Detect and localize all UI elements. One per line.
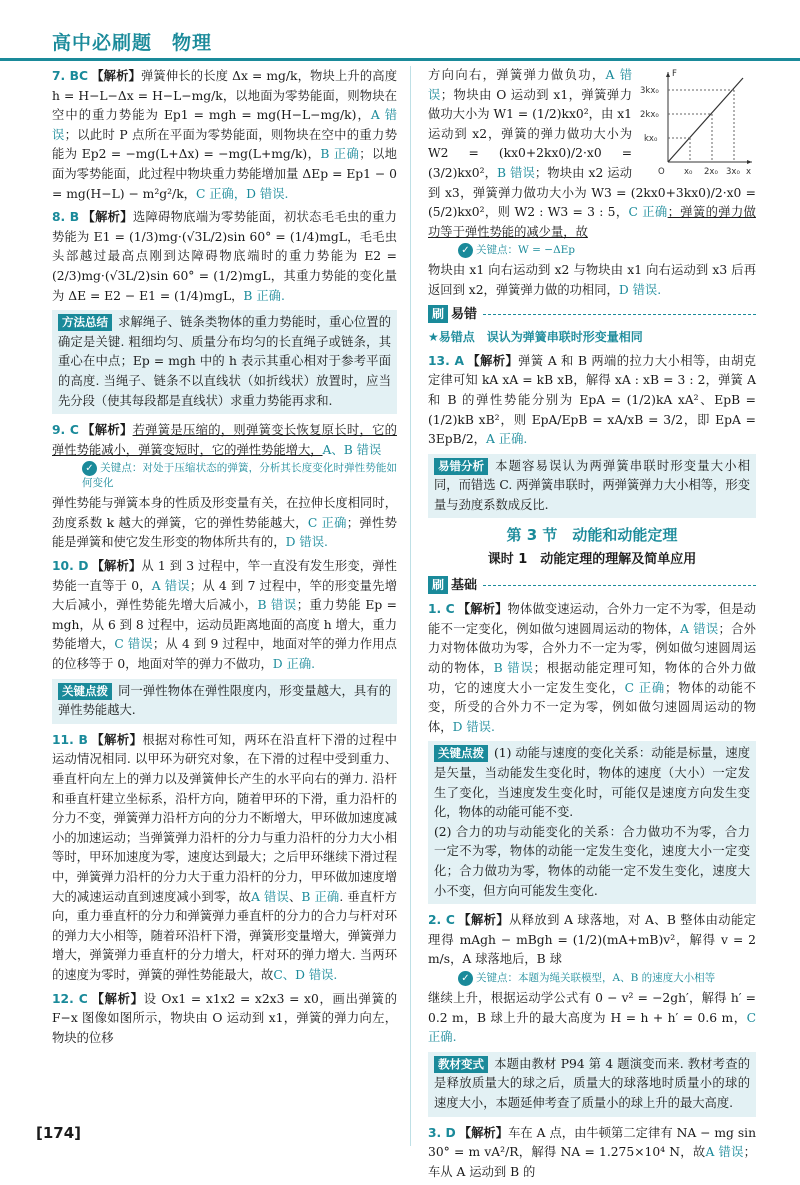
answer-text: 设 Ox1 = x1x2 = x2x3 = x0，画出弹簧的 F−x 图像如图所示，物块由 O 运动到 x1，弹簧的弹力向左，物块的位移 — [52, 991, 397, 1045]
answer-q13 — [428, 351, 756, 450]
tip-label: 教材变式 — [434, 1056, 488, 1073]
answer-text: ；以地面为零势能面，此过程中物块重力势能增加量 ΔEp = Ep1 − 0 = mg(H−L) − m²g²/k， — [52, 147, 397, 201]
header-rule — [0, 58, 800, 61]
answer-text: ；物体的动能不变，所受的合外力不一定为零，例如做匀速圆周运动的物体， — [428, 680, 756, 734]
option-verdict: A 错误 — [705, 1145, 744, 1160]
answer-text: ；根据动能定理可知，物体的合外力做功，它的速度大小一定发生变化， — [428, 661, 756, 695]
key-tip-box — [52, 679, 397, 724]
page-header: 高中必刷题 物理 — [52, 32, 213, 54]
answer-q1 — [428, 599, 756, 737]
analysis-tag: 【解析】 — [90, 990, 144, 1006]
answer-text: . 垂直杆方向，重力垂直杆的分力和弹簧弹力垂直杆的分力的合力与杆对环的弹力大小相等，随着环沿杆下滑，弹簧形变量增大，弹簧弹力增大，弹簧弹力垂直杆的分力增大，杆对环的弹力增大. 当两环的速度为零时，弹簧的弹性势能最大，故 — [52, 889, 397, 982]
y-axis-arrow — [666, 72, 670, 77]
keypoint-icon: ✓ — [458, 971, 473, 986]
answer-text: ；从 4 到 7 过程中，竿的形变量先增大后减小，弹性势能先增大后减小， — [52, 578, 397, 613]
option-verdict: D 错误. — [618, 282, 662, 297]
mistake-analysis-box — [428, 454, 756, 519]
question-number: 8. B — [52, 210, 80, 225]
tip-text: 同一弹性物体在弹性限度内，形变量越大，具有的弹性势能越大. — [58, 683, 391, 718]
keypoint-note — [458, 243, 756, 258]
question-number: 13. A — [428, 353, 464, 368]
section-title: 第 3 节 动能和动能定理 — [506, 526, 678, 545]
answer-text: 弹簧 A 和 B 两端的拉力大小相等，由胡克定律可知 kA xA = kB xB，解得 xA : xB = 3 : 2，弹簧 A 和 B 的弹性势能分别为 EpA = (1/2)kA xA²、EpB = (1/2)kB xB²，则 EpA/EpB = xA/xB = 3/2，即 EpA = 3EpB/2， — [428, 353, 756, 447]
question-number: 3. D — [428, 1125, 456, 1140]
answer-text: ；以此时 P 点所在平面为零势能面，则物块在空中的重力势能为 Ep2 = −mg(L+Δx) = −mg(L+mg/k)， — [52, 127, 397, 162]
y-axis-label: F — [672, 69, 677, 79]
answer-text: ；重力势能 Ep = mgh，从 6 到 8 过程中，运动员距离地面的高度 h 增大，重力势能增大， — [52, 598, 398, 652]
answer-q10 — [52, 556, 397, 675]
answer-q7 — [52, 66, 397, 204]
option-verdict: D 错误. — [285, 535, 328, 550]
x-axis-label: x — [746, 167, 752, 176]
answer-text: ；合外力对物体做功为零，合外力不一定为零，例如做匀速圆周运动的物体， — [428, 621, 756, 676]
tip-text: 本题由教材 P94 第 4 题演变而来. 教材考查的是释放质量大的球之后，质量大的球落地时质量小的球的速度大小，本题延伸考查了质量小的球上升的最大高度. — [434, 1056, 750, 1110]
answer-text: ；弹性势能是弹簧和使它发生形变的物体所共有的， — [52, 515, 397, 550]
answer-text: 车在 A 点，由牛顿第二定律有 NA − mg sin 30° = m vA²/R，解得 NA = 1.275×10⁴ N，故 — [428, 1125, 756, 1160]
tip-text: (1) 动能与速度的变化关系：动能是标量，速度是矢量，当动能发生变化时，物体的速度（大小）一定发生了变化，当速度发生变化时，可能仅是速度方向发生变化，物体的动能可能不变. — [434, 746, 750, 820]
analysis-tag: 【解析】 — [90, 731, 143, 747]
origin-label: O — [658, 167, 665, 176]
answer-text: 弹性势能与弹簧本身的性质及形变量有关，在拉伸长度相同时，劲度系数 k 越大的弹簧，它的弹性势能越大， — [52, 496, 397, 530]
keypoint-note — [458, 971, 756, 986]
textbook-variant-box — [428, 1052, 756, 1117]
dashed-rule — [483, 584, 756, 586]
section-tag: 刷 — [428, 576, 448, 594]
option-verdict: A 错误 — [251, 889, 289, 904]
answer-q2 — [428, 910, 756, 1048]
option-verdict: D 正确. — [272, 657, 316, 672]
analysis-tag: 【解析】 — [82, 209, 133, 225]
option-verdict: C 正确，D 错误. — [195, 186, 289, 201]
x-axis-arrow — [747, 160, 752, 164]
question-number: 7. BC — [52, 69, 89, 83]
answer-text: 从 1 到 3 过程中，竿一直没有发生形变，弹性势能一直等于 0， — [52, 559, 397, 593]
option-verdict: D 错误. — [452, 719, 495, 734]
answer-text: 方向向右，弹簧弹力做负功， — [428, 68, 606, 82]
analysis-tag: 【解析】 — [466, 352, 519, 368]
method-summary-box — [52, 310, 397, 414]
option-verdict: A 错误 — [52, 108, 397, 142]
analysis-tag: 【解析】 — [457, 912, 510, 928]
option-verdict: C 正确. — [428, 1010, 756, 1045]
column-divider — [410, 66, 411, 1146]
section-tag: 刷 — [428, 305, 448, 323]
section-bar-basics — [428, 576, 756, 596]
answer-text: ；从 4 到 9 过程中，地面对竿的弹力作用点的位移等于 0，地面对竿的弹力不做功， — [52, 637, 397, 672]
tip-text: 求解绳子、链条类物体的重力势能时，重心位置的确定是关键. 粗细均匀、质量分布均匀的长直绳子或链条，其重心在中点；Ep = mgh 中的 h 表示其重心相对于参考平面的高度. 当绳子、链条不以直线状（如折线状）放置时，应当先分段（使其每段都是直线状）求重力势能再求和. — [58, 315, 391, 408]
question-number: 11. B — [52, 732, 88, 747]
analysis-tag: 【解析】 — [457, 601, 508, 617]
option-verdict: B 错误 — [497, 165, 535, 180]
y-tick-label: 2kx₀ — [640, 110, 659, 120]
answer-text: ；物块由 x2 运动到 x3，弹簧弹力做功大小为 W3 = (2kx0+3kx0)/2·x0 = (5/2)kx0²，则 W2 : W3 = 3 : 5， — [428, 165, 756, 220]
section-bar-title: 易错 — [451, 306, 478, 322]
option-verdict: C 正确 — [624, 680, 666, 695]
answer-q3 — [428, 1123, 756, 1183]
option-verdict: C、D 错误. — [273, 967, 338, 982]
keypoint-icon: ✓ — [458, 243, 473, 258]
tip-label: 关键点拨 — [58, 683, 112, 700]
x-tick-label: 2x₀ — [704, 167, 718, 176]
answer-text: 物块由 x1 向右运动到 x2 与物块由 x1 向右运动到 x3 后再返回到 x2，弹簧弹力做的功相同， — [428, 263, 756, 297]
question-number: 1. C — [428, 602, 455, 617]
option-verdict: A 错误 — [151, 578, 190, 593]
keypoint-text: 关键点：本题为绳关联模型，A、B 的速度大小相等 — [476, 971, 716, 984]
y-tick-label: 3kx₀ — [640, 86, 659, 96]
option-verdict: B 错误 — [493, 661, 534, 676]
analysis-tag: 【解析】 — [91, 68, 141, 83]
analysis-tag: 【解析】 — [458, 1124, 509, 1140]
question-number: 12. C — [52, 991, 88, 1006]
option-verdict: A 错误 — [428, 68, 632, 102]
keypoint-text: 关键点：对处于压缩状态的弹簧，分析其长度变化时弹性势能如何变化 — [82, 462, 397, 490]
answer-q9 — [52, 420, 397, 553]
right-column — [428, 66, 756, 1185]
tip-label: 方法总结 — [58, 314, 112, 331]
answer-text: ；物块由 O 运动到 x1，弹簧弹力做功大小为 W1 = (1/2)kx0²，由 x1 运动到 x2，弹簧的弹力做功大小为 W2 = (kx0+2kx0)/2·x0 = (3/2)kx0²， — [428, 87, 632, 180]
mistake-point: ★易错点 误认为弹簧串联时形变量相同 — [428, 330, 643, 345]
answer-text: 继续上升，根据运动学公式有 0 − v² = −2gh′，解得 h′ = 0.2 m，B 球上升的最大高度为 H = h + h′ = 0.6 m， — [428, 990, 756, 1025]
force-displacement-graph — [638, 66, 756, 176]
separator: 、 — [288, 889, 302, 904]
key-tip-box — [428, 741, 756, 904]
answer-text: ；车从 A 运动到 B 的 — [428, 1145, 756, 1179]
x-tick-label: 3x₀ — [726, 167, 740, 176]
tip-text: 本题容易误认为两弹簧串联时形变量大小相同，而错选 C. 两弹簧串联时，两弹簧弹力大小相等，形变量与劲度系数成反比. — [434, 458, 750, 512]
section-bar-title: 基础 — [451, 577, 478, 593]
answer-q8 — [52, 207, 397, 306]
question-number: 9. C — [52, 423, 79, 438]
keypoint-note — [82, 461, 397, 491]
dashed-rule — [483, 313, 756, 315]
option-verdict: C 错误 — [114, 637, 153, 652]
answer-text: 选障碍物底端为零势能面，初状态毛毛虫的重力势能为 E1 = (1/3)mg·(√3L/2)sin 60° = (1/4)mgL，毛毛虫头部越过最高点刚到达障碍物底端时的重力势能为 E2 = (2/3)mg·(√3L/2)sin 60° = (1/2)mgL，其重力势能的变化量为 ΔE = E2 − E1 = (1/4)mgL， — [52, 210, 397, 303]
answer-text: 根据对称性可知，两环在沿直杆下滑的过程中运动情况相同. 以甲环为研究对象，在下滑的过程中受到重力、垂直杆向左上的弹力以及弹簧伸长产生的水平向右的弹力. 沿杆和垂直杆建立坐标系，沿杆方向，随着甲环的下滑，重力沿杆的分力不变，弹簧弹力沿杆方向的分力不断增大，甲环做加速度减小的加速运动；当弹簧弹力沿杆的分力与重力沿杆的分力大小相等时，甲环加速度为零，速度达到最大；之后甲环继续下滑过程中，弹簧弹力沿杆的分力大于重力沿杆的分力，甲环做加速度增大的减速运动直到速度减小到零，故 — [52, 732, 397, 904]
option-verdict: C 正确 — [628, 205, 668, 220]
answer-text: 若弹簧是压缩的，则弹簧变长恢复原长时，它的弹性势能减小，弹簧变短时，它的弹性势能增大， — [52, 423, 397, 457]
y-tick-label: kx₀ — [644, 134, 658, 144]
tip-label: 易错分析 — [434, 458, 488, 475]
analysis-tag: 【解析】 — [91, 558, 142, 574]
option-verdict: B 正确 — [320, 147, 360, 162]
page-number: [174] — [36, 1124, 82, 1142]
tip-text: (2) 合力的功与动能变化的关系：合力做功不为零，合力一定不为零，物体的动能一定发生变化，速度大小一定变化；合力做功为零，物体的动能一定不发生变化，速度大小不变，但方向可能发生变化. — [434, 824, 750, 898]
option-verdict: A 正确. — [485, 432, 528, 447]
option-verdict: A、B 错误 — [322, 442, 382, 457]
section-bar-mistakes — [428, 305, 756, 325]
option-verdict: B 错误 — [257, 598, 297, 613]
keypoint-icon: ✓ — [82, 461, 97, 476]
left-column — [52, 66, 397, 1051]
answer-text: 弹簧伸长的长度 Δx = mg/k，物块上升的高度 h = H−L−Δx = H−L−mg/k，以地面为零势能面，则物块在空中的重力势能为 Ep1 = mgh = mg(H−L−mg/k)， — [52, 69, 397, 123]
option-verdict: B 正确. — [243, 288, 285, 303]
keypoint-text: 关键点：W = −ΔEp — [476, 244, 576, 257]
question-number: 10. D — [52, 559, 89, 574]
question-number: 2. C — [428, 913, 455, 928]
lesson-title: 课时 1 动能定理的理解及简单应用 — [487, 552, 697, 568]
analysis-tag: 【解析】 — [81, 422, 133, 438]
option-verdict: A 错误 — [680, 621, 719, 636]
answer-q12 — [52, 989, 397, 1049]
force-line — [668, 78, 743, 162]
x-tick-label: x₀ — [684, 167, 693, 176]
option-verdict: B 正确 — [301, 889, 340, 904]
answer-text: 从释放到 A 球落地，对 A、B 整体由动能定理得 mAgh − mBgh = (1/2)(mA+mB)v²，解得 v = 2 m/s，A 球落地后，B 球 — [428, 913, 756, 967]
option-verdict: C 正确 — [307, 515, 347, 530]
answer-q12-continued — [428, 66, 756, 301]
answer-text: 物体做变速运动，合外力一定不为零，但是动能不一定变化，例如做匀速圆周运动的物体， — [428, 602, 756, 636]
answer-text: ；弹簧的弹力做功等于弹性势能的减少量，故 — [428, 205, 756, 239]
answer-q11 — [52, 730, 397, 986]
tip-label: 关键点拨 — [434, 745, 488, 762]
